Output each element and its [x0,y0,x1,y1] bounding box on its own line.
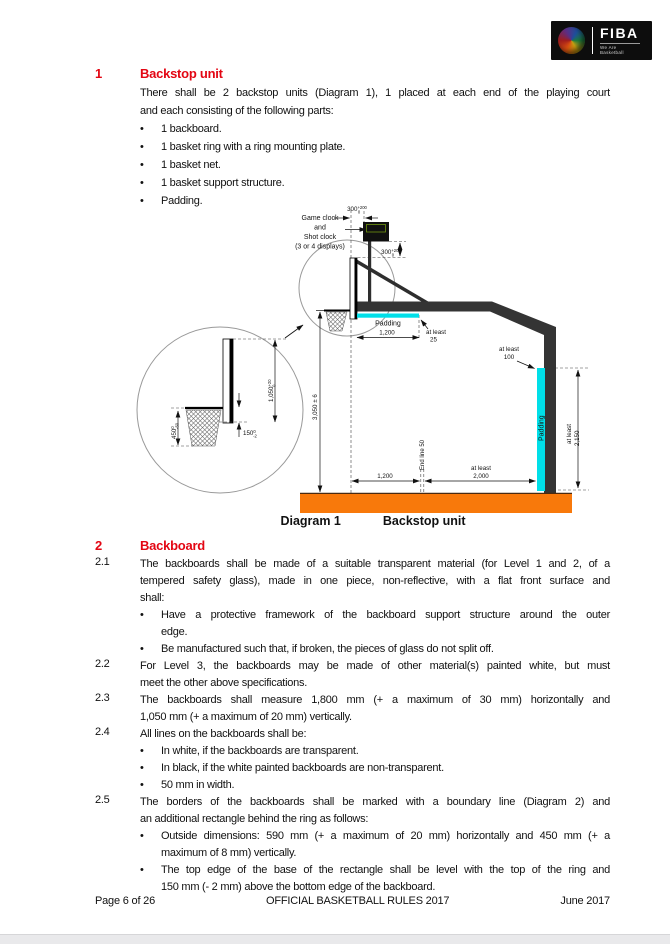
bullet-icon: • [140,745,144,757]
dim-clock-width: $300^{+200}$ 0 [347,204,367,215]
section-2-number: 2 [95,538,102,553]
logo-divider [592,27,593,54]
bullet-icon: • [140,643,144,655]
bullet-text: 1 basket ring with a ring mounting plate. [161,141,346,153]
bullet-text: 1 basket net. [161,159,221,171]
paragraph-line: The backboards shall be made of a suitable transparent material (for Level 1 and 2, of a [140,558,610,570]
bullet-icon: • [140,159,144,171]
rule-item-2-1 [95,556,610,658]
diagram-caption [135,514,635,528]
paragraph-line: meet the other above specifications. [140,677,308,689]
dim-ring-offset: $150^0$ -2 [243,428,257,439]
dim-post-height-l1: at least [566,424,573,444]
list-item [140,828,610,862]
bullet-icon: • [140,762,144,774]
logo-tagline: We Are Basketball [600,43,640,56]
bullet-text: 150 mm (- 2 mm) above the bottom edge of the backboard. [161,881,436,893]
paragraph-line: shall: [140,592,165,604]
bullet-icon: • [140,609,144,621]
list-item [140,862,610,896]
clock-pole [368,241,371,303]
svg-text:Game clock: Game clock [301,215,339,222]
dim-base-1200: 1,200 [377,473,393,480]
diagram-backstop-unit [135,198,635,516]
dim-overhang-l2: 25 [430,336,437,344]
main-unit [295,205,589,513]
list-item [140,760,610,777]
paragraph-line: For Level 3, the backboards may be made of other material(s) painted white, but must [140,660,610,672]
arm-padding-label: Padding [375,320,401,328]
bullet-icon: • [140,864,144,876]
diagram-caption-label: Diagram 1 [280,514,341,528]
dim-board-height: $1,050^{+20}0$ [266,379,277,402]
zoom-link-arrow [285,325,303,338]
svg-text:Shot clock: Shot clock [303,234,337,241]
dim-ring-height: 3,050 ± 6 [312,394,319,420]
paragraph-line: 1,050 mm (+ a maximum of 20 mm) vertically. [140,711,352,723]
section-2-title: Backboard [140,538,205,553]
bullet-icon: • [140,195,144,207]
floor [300,493,572,513]
bullet-icon: • [140,830,144,842]
list-item [140,156,610,174]
bullet-text: maximum of 8 mm) vertically. [161,847,297,859]
bullet-text: edge. [161,626,188,638]
paragraph-line: There shall be 2 backstop units (Diagram 1), 1 placed at each end of the playing court [140,87,610,99]
bullet-icon: • [140,141,144,153]
list-item [140,607,610,641]
paragraph-line: The borders of the backboards shall be marked with a boundary line (Diagram 2) and [140,796,610,808]
dim-clearance-l1: at least [499,346,519,353]
section-1-title: Backstop unit [140,66,223,81]
dim-base-clearance-l2: 2,000 [473,473,489,480]
bullet-text: Be manufactured such that, if broken, the pieces of glass do not split off. [161,643,494,655]
bullet-text: 1 backboard. [161,123,222,135]
post-padding-label: Padding [538,415,546,441]
rule-number: 2.2 [95,658,110,670]
arm-padding [357,314,419,318]
paragraph-line: tempered safety glass), made in one piece, non-reflective, with a flat front surface and [140,575,610,587]
bullet-text: Outside dimensions: 590 mm (+ a maximum of 20 mm) horizontally and 450 mm (+ a [161,830,610,842]
dim-overhang-l1: at least [426,329,446,336]
section-1-number: 1 [95,66,102,81]
svg-text:(3 or 4 displays): (3 or 4 displays) [295,243,345,251]
clock-callout [295,215,345,251]
page-bottom-edge [0,934,670,944]
bullet-text: 50 mm in width. [161,779,235,791]
list-item [140,743,610,760]
section-2 [95,538,610,896]
footer-date: June 2017 [560,895,610,907]
paragraph-line: and each consisting of the following parts: [140,105,334,117]
bullet-icon: • [140,177,144,189]
rule-number: 2.3 [95,692,110,704]
shot-clock-time: 24 [372,233,380,242]
bullet-text: 1 basket support structure. [161,177,285,189]
section-1-intro [95,84,610,210]
bullet-text: In white, if the backboards are transparent. [161,745,359,757]
bullet-icon: • [140,779,144,791]
fiba-logo [551,21,652,60]
clock-time: 8:38 [368,225,384,233]
dim-net-length: $450^0-50$ [169,422,180,439]
list-item [140,174,610,192]
list-item [140,641,610,658]
paragraph-line: All lines on the backboards shall be: [140,728,307,740]
footer-document-title: OFFICIAL BASKETBALL RULES 2017 [266,895,450,907]
support-brace [356,261,429,304]
bullet-text: Padding. [161,195,203,207]
list-item [140,120,610,138]
footer-page-number: Page 6 of 26 [95,895,155,907]
detail-backboard [223,339,233,423]
svg-text:and: and [314,224,326,232]
dim-clock-height: $300^{+200}$ 0 [381,247,401,258]
detail-circle [137,327,303,493]
bullet-text: The top edge of the base of the rectangle shall be level with the top of the ring and [161,864,610,876]
section-1 [95,66,610,210]
game-clock-display [363,222,389,242]
rule-number: 2.4 [95,726,110,738]
paragraph-line: an additional rectangle behind the ring as follows: [140,813,369,825]
end-line-label: End line 50 [420,439,426,470]
dim-clearance-l2: 100 [503,354,515,361]
rule-item-2-5 [95,794,610,896]
list-item [140,138,610,156]
bullet-text: Have a protective framework of the backboard support structure around the outer [161,609,610,621]
bullet-text: In black, if the white painted backboards are non-transparent. [161,762,444,774]
dim-post-height-l2: 2,150 [574,430,581,446]
main-backboard [350,258,357,319]
rule-item-2-4 [95,726,610,794]
list-item [140,777,610,794]
rule-number: 2.1 [95,556,110,568]
dim-arm-padding-length: 1,200 [379,329,395,337]
detail-net [186,410,221,446]
dim-base-clearance-l1: at least [471,465,491,472]
basketball-globe-icon [558,27,585,54]
rule-number: 2.5 [95,794,110,806]
bullet-icon: • [140,123,144,135]
rule-item-2-2 [95,658,610,692]
logo-brand: FIBA [600,24,639,41]
page-footer [95,895,610,907]
diagram-caption-title: Backstop unit [382,514,466,528]
main-net [326,312,347,331]
rule-item-2-3 [95,692,610,726]
paragraph-line: The backboards shall measure 1,800 mm (+ a maximum of 30 mm) horizontally and [140,694,610,706]
